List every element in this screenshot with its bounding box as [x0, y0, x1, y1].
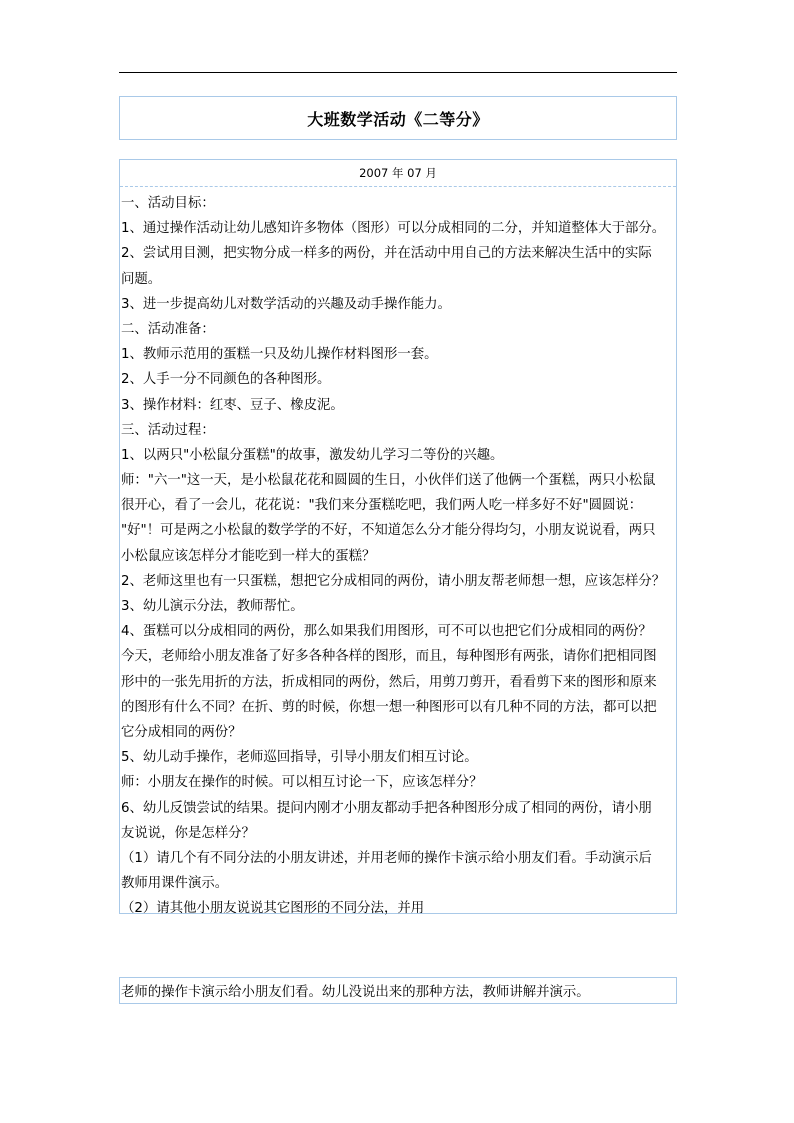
content-lines: [120, 187, 676, 921]
date-row: [120, 160, 676, 187]
text-line: 它分成相同的两份？: [121, 724, 242, 740]
continuation-box: [119, 977, 677, 1004]
text-line: 今天，老师给小朋友准备了好多各种各样的图形，而且，每种图形有两张，请你们把相同图: [121, 649, 657, 665]
text-line: 友说说，你是怎样分？: [121, 825, 255, 841]
text-line: 形中的一张先用折的方法，折成相同的两份，然后，用剪刀剪开，看看剪下来的图形和原来: [121, 674, 657, 690]
text-line: 问题。: [121, 271, 162, 287]
text-line: 三、活动过程：: [121, 422, 215, 438]
header-rule: [119, 72, 677, 73]
continuation-text: 老师的操作卡演示给小朋友们看。幼儿没说出来的那种方法，教师讲解并演示。: [121, 985, 590, 1000]
text-line: 1、通过操作活动让幼儿感知许多物体（图形）可以分成相同的二分，并知道整体大于部分。: [121, 221, 666, 237]
text-line: 1、以两只"小松鼠分蛋糕"的故事，激发幼儿学习二等份的兴趣。: [121, 447, 504, 463]
text-line: 2、人手一分不同颜色的各种图形。: [121, 372, 331, 388]
text-line: 教师用课件演示。: [121, 876, 229, 892]
text-line: 2、老师这里也有一只蛋糕，想把它分成相同的两份，请小朋友帮老师想一想，应该怎样分？: [121, 573, 666, 589]
text-line: 二、活动准备：: [121, 321, 215, 337]
text-line: 6、幼儿反馈尝试的结果。提问内刚才小朋友都动手把各种图形分成了相同的两份，请小朋: [121, 800, 652, 816]
text-line: 师：小朋友在操作的时候。可以相互讨论一下，应该怎样分？: [121, 775, 483, 791]
text-line: 一、活动目标：: [121, 196, 215, 211]
content-box: [119, 159, 677, 917]
document-title: 大班数学活动《二等分》: [307, 109, 489, 129]
text-line: 的图形有什么不同？在折、剪的时候，你想一想一种图形可以有几种不同的方法，都可以把: [121, 699, 657, 715]
text-line: 3、进一步提高幼儿对数学活动的兴趣及动手操作能力。: [121, 296, 451, 312]
text-line: （1）请几个有不同分法的小朋友讲述，并用老师的操作卡演示给小朋友们看。手动演示后: [121, 850, 652, 866]
text-line: 很开心，看了一会儿，花花说："我们来分蛋糕吃吧，我们两人吃一样多好不好"圆圆说：: [121, 498, 643, 514]
text-line: 3、幼儿演示分法，教师帮忙。: [121, 599, 304, 614]
text-line: 3、操作材料：红枣、豆子、橡皮泥。: [121, 397, 344, 413]
text-line: 5、幼儿动手操作，老师巡回指导，引导小朋友们相互讨论。: [121, 750, 478, 766]
text-line: 1、教师示范用的蛋糕一只及幼儿操作材料图形一套。: [121, 347, 438, 363]
text-line: 4、蛋糕可以分成相同的两份，那么如果我们用图形，可不可以也把它们分成相同的两份？: [121, 624, 652, 640]
title-box: [119, 96, 677, 140]
text-line: 小松鼠应该怎样分才能吃到一样大的蛋糕？: [121, 548, 376, 564]
text-line: 师："六一"这一天，是小松鼠花花和圆圆的生日，小伙伴们送了他俩一个蛋糕，两只小松鼠: [121, 473, 656, 489]
text-line: "好"！可是两之小松鼠的数学学的不好，不知道怎么分才能分得均匀，小朋友说说看，两只: [121, 523, 656, 539]
document-date: 2007 年 07 月: [359, 166, 437, 180]
text-line: （2）请其他小朋友说说其它图形的不同分法，并用: [121, 901, 425, 917]
text-line: 2、尝试用目测，把实物分成一样多的两份，并在活动中用自己的方法来解决生活中的实际: [121, 246, 652, 262]
